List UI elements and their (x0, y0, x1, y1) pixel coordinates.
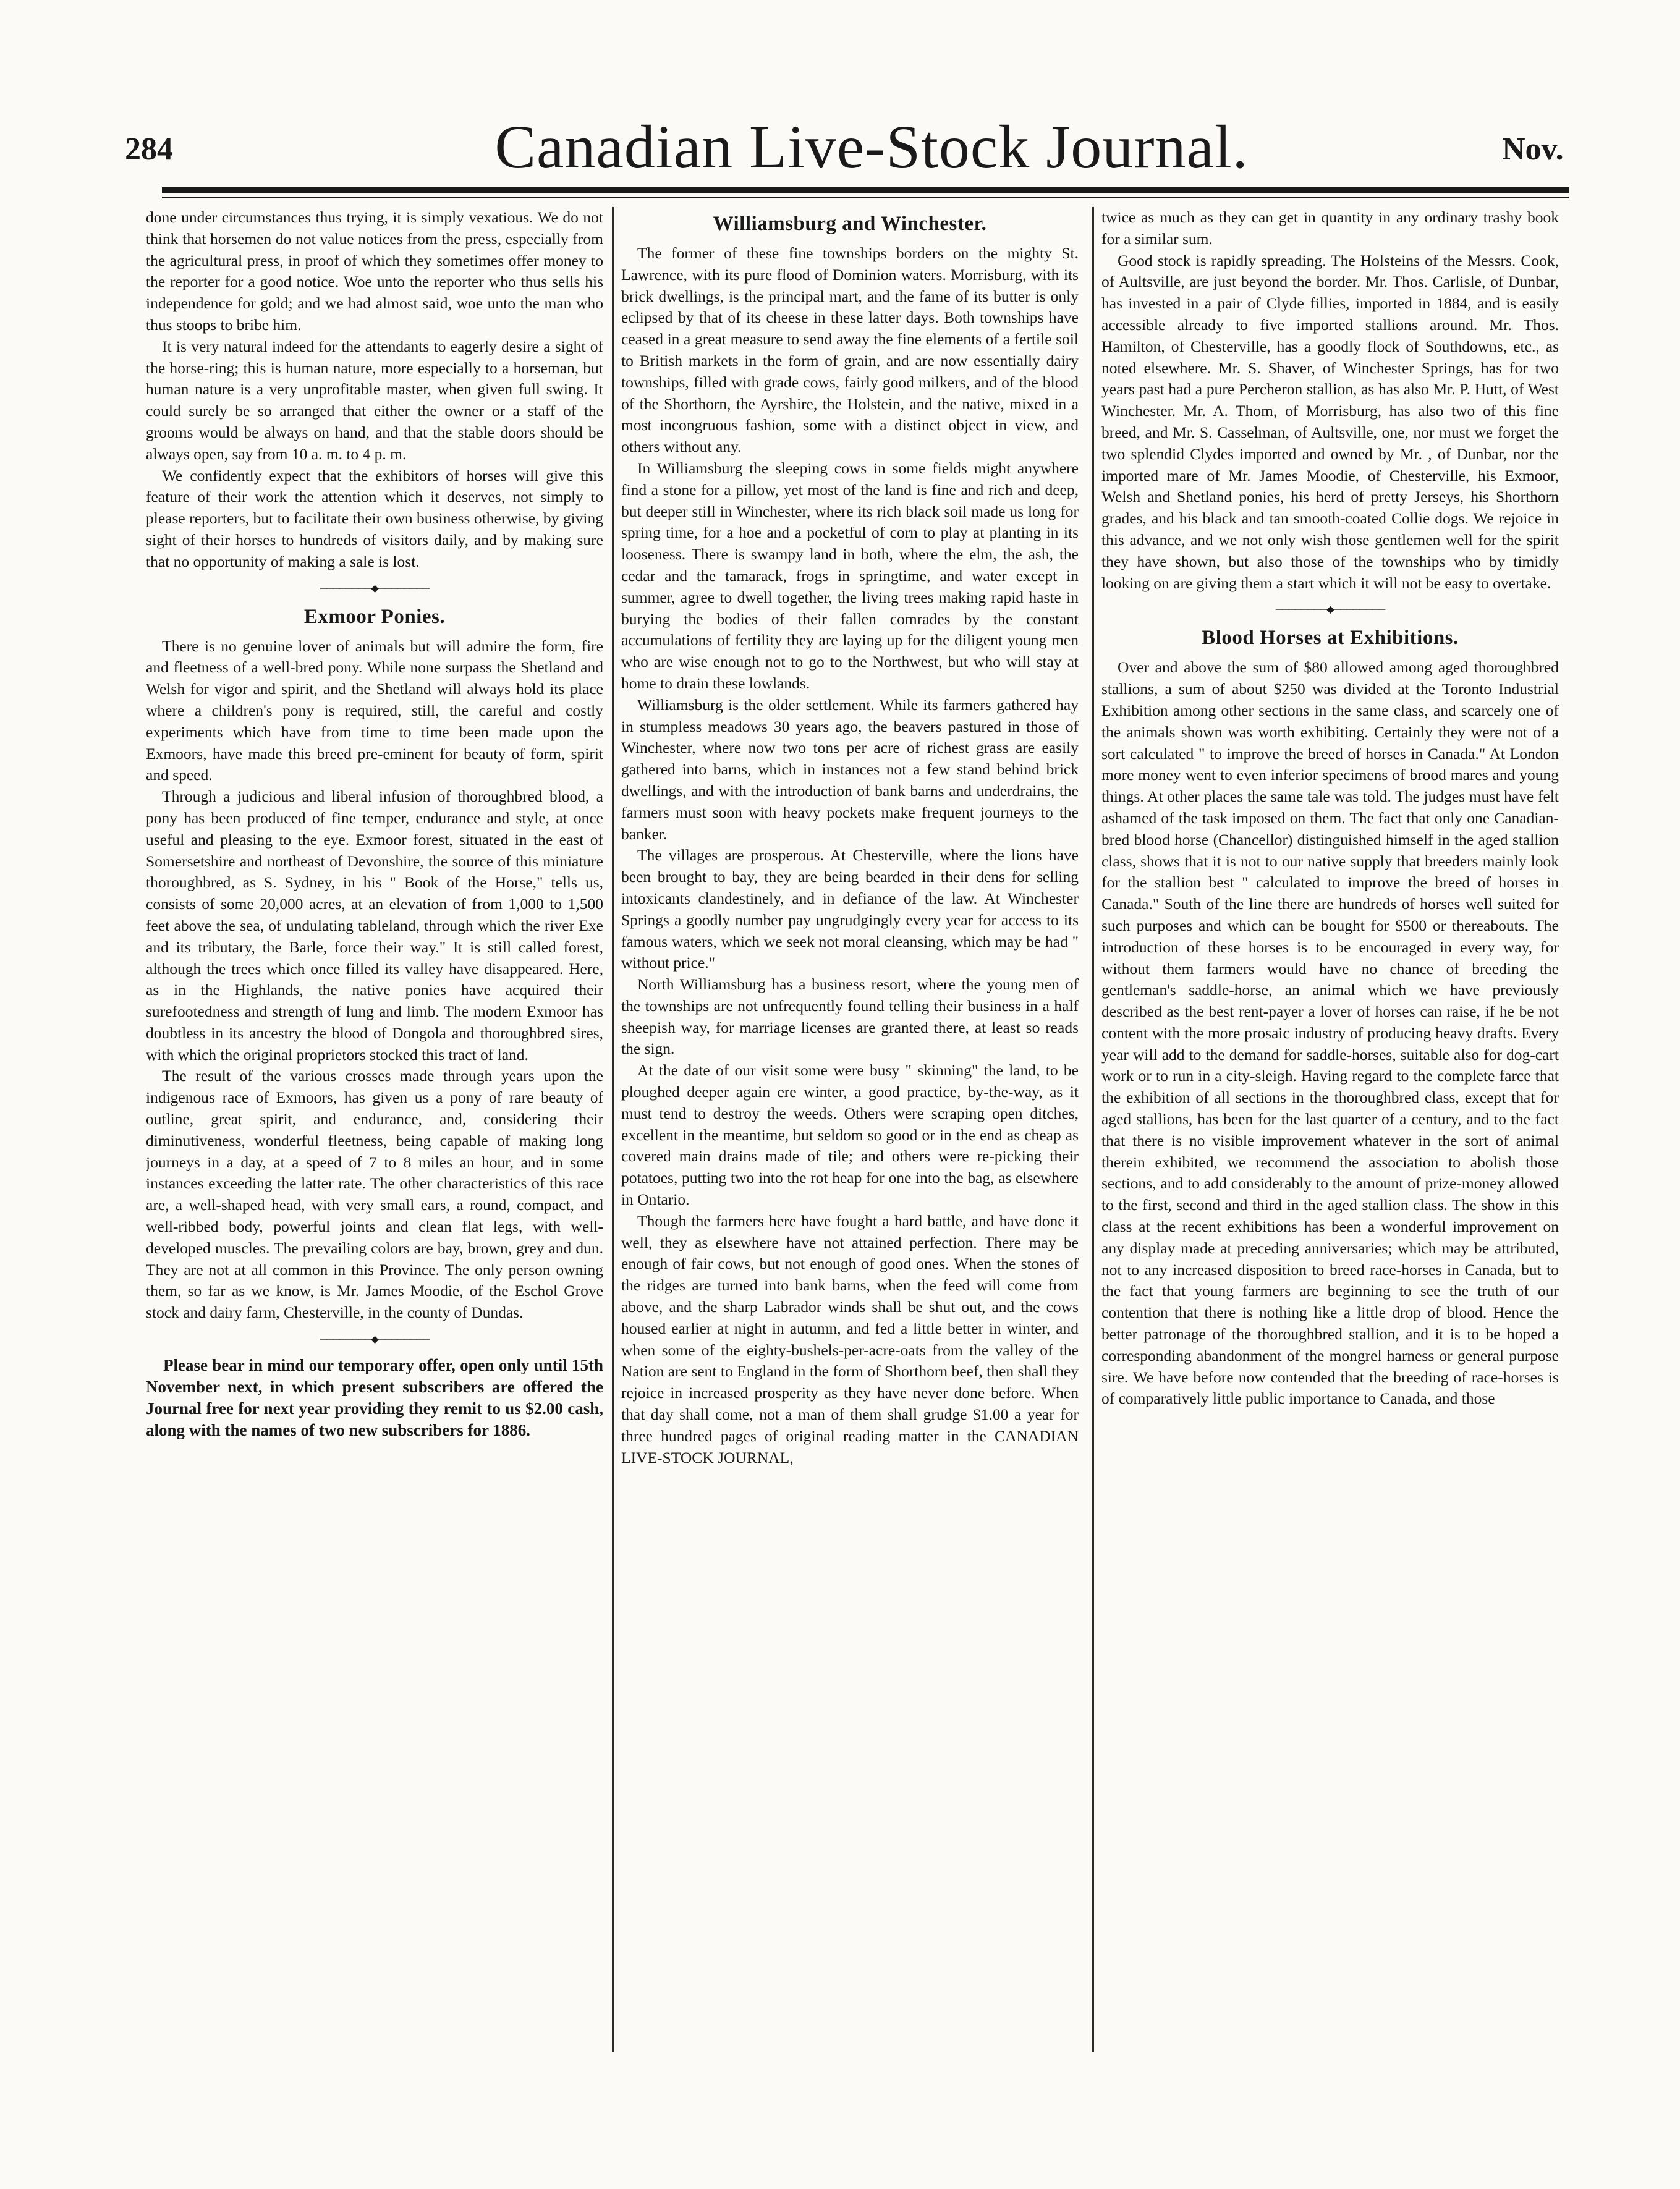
article-paragraph: twice as much as they can get in quantity in any ordinary trashy book for a similar sum. (1101, 208, 1559, 248)
article-paragraph: Through a judicious and liberal infusion of thoroughbred blood, a pony has been produced of fine temper, endurance and style, at once useful and pleasing to the eye. Exmoor forest, situated in the east of Somersetshire and northeast of Devonshire, the source of this miniature thoroughbred, as S. Sydney, in his " Book of the Horse," tells us, consists of some 20,000 acres, at an elevation of from 1,000 to 1,500 feet above the sea, of undulating tableland, through which the river Exe and its tributary, the Barle, force their way." It is still called forest, although the trees which once filled its valley have disappeared. Here, as in the Highlands, the native ponies have acquired their surefootedness and strength of lung and limb. The modern Exmoor has doubtless in its ancestry the blood of Dongola and thoroughbred sires, with which the original proprietors stocked this tract of land. (146, 787, 603, 1064)
article-paragraph: Over and above the sum of $80 allowed among aged thoroughbred stallions, a sum of about $250 was divided at the Toronto Industrial Exhibition among other sections in the same class, and scarcely one of the animals shown was worth exhibiting. Certainly they were not of a sort calculated " to improve the breed of horses in Canada." At London more money went to even inferior specimens of brood mares and young things. At other places the same tale was told. The judges must have felt ashamed of the task imposed on them. The fact that only one Canadian-bred blood horse (Chancellor) distinguished himself in the aged stallion class, shows that it is not to our native supply that breeders mainly look for the stallion best " calculated to improve the breed of horses in Canada." South of the line there are hundreds of horses well suited for such purposes and which can be bought for $500 or thereabouts. The introduction of these horses is to be encouraged in every way, for without them farmers would have no chance of breeding the gentleman's saddle-horse, an animal which we have previously described as the best rent-payer a lover of horses can raise, if he be not content with the more prosaic industry of producing heavy drafts. Every year will add to the demand for saddle-horses, suitable also for dog-cart work or to run in a city-sleigh. Having regard to the complete farce that the exhibition of all sections in the thoroughbred class, except that for aged stallions, has been for the last quarter of a century, and to the fact that there is no visible improvement whatever in the sort of animal therein exhibited, we recommend the association to abolish those sections, and to add considerably to the amount of prize-money allowed to the first, second and third in the aged stallion class. The show in this class at the recent exhibitions has been a wonderful improvement on any display made at preceding anniversaries; which may be attributed, not to any increased disposition to breed race-horses in Canada, but to the fact that young farmers are beginning to see the truth of our contention that there is nothing like a little drop of blood. Hence the better patronage of the thoroughbred stallion, and it is to be hoped a corresponding abandonment of the mongrel harness or general purpose sire. We have before now contended that the breeding of race-horses is of comparatively little public importance to Canada, and those (1101, 658, 1559, 1408)
article-paragraph: Though the farmers here have fought a hard battle, and have done it well, they as elsewhere have not attained perfection. There may be enough of fair cows, but not enough of good ones. When the stones of the ridges are turned into bank barns, when the feed will come from above, and the sharp Labrador winds shall be shut out, and the cows housed earlier at night in autumn, and fed a little better in winter, and when some of the eighty-bushels-per-acre-oats from the valley of the Nation are sent to England in the form of Shorthorn beef, then shall they rejoice in increased prosperity as they have never done before. When that day shall come, not a man of them shall grudge $1.00 a year for three hundred pages of original reading matter in the CANADIAN LIVE-STOCK JOURNAL, (621, 1211, 1079, 1467)
column-2 (621, 207, 1079, 2055)
subscription-notice: Please bear in mind our temporary offer, open only until 15th November next, in which present subscribers are offered the Journal free for next year providing they remit to us $2.00 cash, along with the names of two new subscribers for 1886. (146, 1356, 603, 1440)
section-ornament: ────────◆──────── (320, 583, 430, 594)
article-paragraph: There is no genuine lover of animals but will admire the form, fire and fleetness of a well-bred pony. While none surpass the Shetland and Welsh for vigor and spirit, and the Shetland will always hold its place where a children's pony is required, still, the careful and costly experiments which have from time to time been made upon the Exmoors, have made this breed pre-eminent for beauty of form, spirit and speed. (146, 637, 603, 784)
heading-blood-horses: Blood Horses at Exhibitions. (1202, 627, 1459, 650)
journal-masthead: Canadian Live-Stock Journal. (494, 112, 1249, 181)
article-paragraph: In Williamsburg the sleeping cows in some fields might anywhere find a stone for a pillow, yet most of the land is fine and rich and deep, but deeper still in Winchester, where its rich black soil made us long for spring time, for a hoe and a pocketful of corn to play at planting in its looseness. There is swampy land in both, where the elm, the ash, the cedar and the tamarack, frogs in springtime, and water except in summer, agree to dwell together, the living trees making rapid haste in burying the bodies of their fallen comrades by the constant accumulations of fertility they are laying up for the diligent young men who are wise enough not to go to the Northwest, but who will stay at home to drain these lowlands. (621, 459, 1079, 692)
column-divider-1 (612, 207, 614, 2052)
header-rule-thick (162, 187, 1569, 193)
article-paragraph: Williamsburg is the older settlement. While its farmers gathered hay in stumpless meadows 30 years ago, the beavers pastured in those of Winchester, where now two tons per acre of richest grass are easily gathered into barns, which in instances not a few stand behind brick dwellings, and with the introduction of bank barns and underdrains, the farmers must soon with heavy pockets make frequent journeys to the banker. (621, 695, 1079, 843)
section-ornament: ────────◆──────── (1275, 604, 1385, 616)
column-3 (1101, 207, 1559, 2055)
article-paragraph: Good stock is rapidly spreading. The Holsteins of the Messrs. Cook, of Aultsville, are just beyond the border. Mr. Thos. Carlisle, of Dunbar, has invested in a pair of Clyde fillies, imported in 1884, and is easily accessible already to five imported stallions around. Mr. Thos. Hamilton, of Chesterville, has a goodly flock of Southdowns, etc., as noted elsewhere. Mr. S. Shaver, of Winchester Springs, has for two years past had a pure Percheron stallion, as has also Mr. P. Hutt, of West Winchester. Mr. A. Thom, of Morrisburg, has also two of this fine breed, and Mr. S. Casselman, of Aultsville, one, nor must we forget the two splendid Clydes imported and owned by Mr. , of Dunbar, nor the imported mare of Mr. James Moodie, of Chesterville, his Exmoor, Welsh and Shetland ponies, his herd of pretty Jerseys, his Shorthorn grades, and his black and tan smooth-coated Collie dogs. We rejoice in this advance, and we not only wish those gentlemen well for the spirit they have shown, but also those of the townships who by timidly looking on are giving them a start which it will not be easy to overtake. (1101, 251, 1559, 592)
article-paragraph: We confidently expect that the exhibitors of horses will give this feature of their work the attention which it deserves, not simply to please reporters, but to facilitate their own business otherwise, by giving sight of their horses to hundreds of visitors daily, and by making sure that no opportunity of making a sale is lost. (146, 466, 603, 570)
page-number: 284 (125, 132, 173, 167)
section-ornament: ────────◆──────── (320, 1334, 430, 1345)
article-paragraph: At the date of our visit some were busy " skinning" the land, to be ploughed deeper again ere winter, a good practice, by-the-way, as it must tend to destroy the weeds. Others were scraping open ditches, excellent in the meantime, but seldom so good or in the end as cheap as covered main drains made of tile; and others were re-picking their potatoes, putting two into the rot heap for one into the bag, as elsewhere in Ontario. (621, 1061, 1079, 1209)
issue-month: Nov. (1502, 132, 1564, 167)
column-1 (146, 207, 603, 2055)
column-divider-2 (1092, 207, 1094, 2052)
article-paragraph: The former of these fine townships borders on the mighty St. Lawrence, with its pure flood of Dominion waters. Morrisburg, with its brick dwellings, is the principal mart, and the fame of its butter is only eclipsed by that of its cheese in these latter days. Both townships have ceased in a great measure to send away the fine elements of a fertile soil to British markets in the form of grain, and are now essentially dairy townships, filled with grade cows, fairly good milkers, and of the blood of the Shorthorn, the Ayrshire, the Holstein, and the native, mixed in a most incongruous fashion, some with a distinct object in view, and others without any. (621, 244, 1079, 456)
article-paragraph: The result of the various crosses made through years upon the indigenous race of Exmoors, has given us a pony of rare beauty of outline, great spirit, and endurance, and, considering their diminutiveness, wonderful fleetness, being capable of making long journeys in a day, at a speed of 7 to 8 miles an hour, and in some instances exceeding the latter rate. The other characteristics of this race are, a well-shaped head, with very small ears, a round, compact, and well-ribbed body, powerful joints and clean flat legs, with well-developed muscles. The prevailing colors are bay, brown, grey and dun. They are not at all common in this Province. The only person owning them, so far as we know, is Mr. James Moodie, of the Eschol Grove stock and dairy farm, Chesterville, in the county of Dundas. (146, 1067, 603, 1322)
article-paragraph: North Williamsburg has a business resort, where the young men of the townships are not unfrequently found telling their business in a half sheepish way, for marriage licenses are granted there, at least so reads the sign. (621, 975, 1079, 1058)
article-paragraph: The villages are prosperous. At Chesterville, where the lions have been brought to bay, they are being bearded in their dens for selling intoxicants clandestinely, and in defiance of the law. At Winchester Springs a goodly number pay ungrudgingly every year for access to its famous waters, which we seek not moral cleansing, which may be had " without price." (621, 846, 1079, 972)
article-paragraph: It is very natural indeed for the attendants to eagerly desire a sight of the horse-ring; this is human nature, more especially to a horseman, but human nature is a very unprofitable master, when given full swing. It could surely be so arranged that either the owner or a staff of the grooms would be always on hand, and that the stable doors should be always open, say from 10 a. m. to 4 p. m. (146, 337, 603, 463)
heading-williamsburg-winchester: Williamsburg and Winchester. (713, 213, 987, 235)
heading-exmoor-ponies: Exmoor Ponies. (303, 605, 446, 628)
article-paragraph: done under circumstances thus trying, it is simply vexatious. We do not think that horsemen do not value notices from the press, especially from the agricultural press, in proof of which they sometimes offer money to the reporter for a good notice. Woe unto the reporter who thus sells his independence for gold; and we had almost said, woe unto the man who thus stoops to bribe him. (146, 208, 603, 334)
header-rule-thin (162, 197, 1569, 198)
